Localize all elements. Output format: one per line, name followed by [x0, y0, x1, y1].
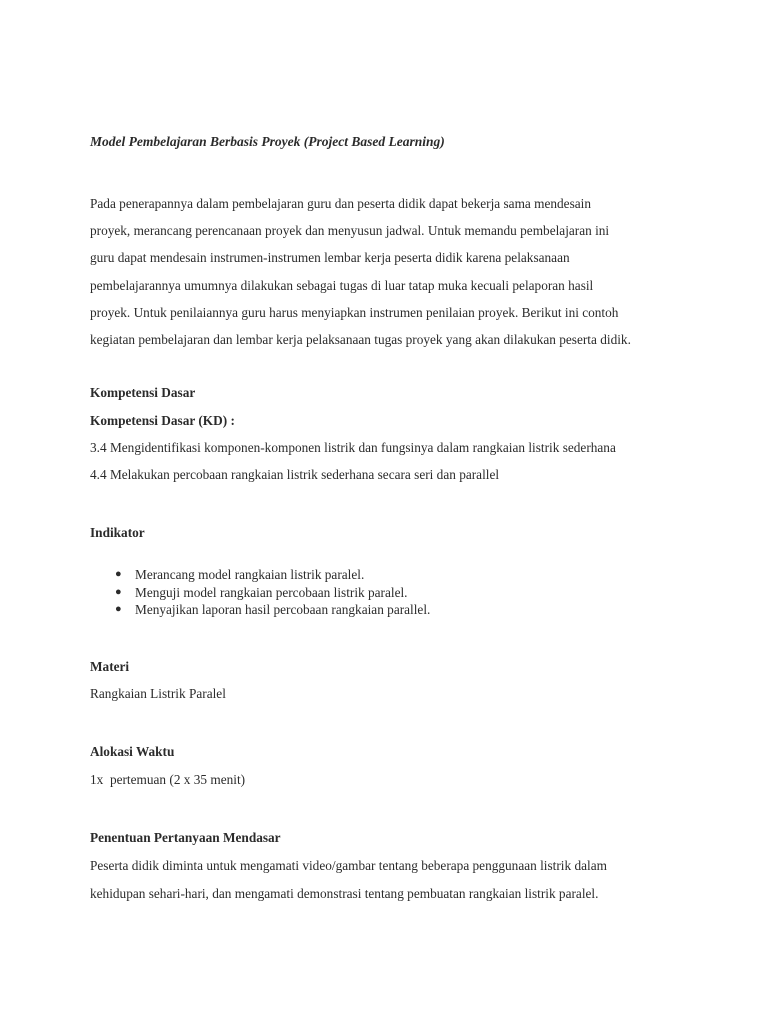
- penentuan-heading: Penentuan Pertanyaan Mendasar: [90, 830, 281, 845]
- intro-line: pembelajarannya umumnya dilakukan sebagai tugas di luar tatap muka kecuali pelaporan hasil: [90, 277, 594, 293]
- indikator-list: [90, 566, 430, 619]
- list-item: [90, 566, 430, 584]
- penentuan-line: Peserta didik diminta untuk mengamati video/gambar tentang beberapa penggunaan listrik dalam: [90, 858, 607, 873]
- indikator-item-text: Menyajikan laporan hasil percobaan rangkaian parallel.: [135, 602, 431, 617]
- kompetensi-item: 4.4 Melakukan percobaan rangkaian listrik sederhana secara seri dan parallel: [90, 467, 500, 482]
- indikator-item-text: Menguji model rangkaian percobaan listrik paralel.: [135, 584, 408, 600]
- materi-text: Rangkaian Listrik Paralel: [90, 686, 226, 701]
- alokasi-text: 1x pertemuan (2 x 35 menit): [90, 772, 246, 787]
- kompetensi-subheading: Kompetensi Dasar (KD) :: [90, 413, 235, 428]
- bullet-icon: ●: [115, 603, 122, 615]
- intro-line: guru dapat mendesain instrumen-instrumen lembar kerja peserta didik karena pelaksanaan: [90, 250, 570, 266]
- intro-line: Pada penerapannya dalam pembelajaran guru dan peserta didik dapat bekerja sama mendesain: [90, 196, 592, 211]
- alokasi-heading: Alokasi Waktu: [90, 744, 175, 759]
- document-title: Model Pembelajaran Berbasis Proyek (Project Based Learning): [90, 134, 445, 149]
- intro-line: proyek. Untuk penilaiannya guru harus menyiapkan instrumen penilaian proyek. Berikut ini contoh: [90, 304, 619, 320]
- intro-line: proyek, merancang perencanaan proyek dan menyusun jadwal. Untuk memandu pembelajaran ini: [90, 223, 610, 239]
- kompetensi-item: 3.4 Mengidentifikasi komponen-komponen listrik dan fungsinya dalam rangkaian listrik sederhana: [90, 440, 616, 455]
- intro-paragraph: [90, 190, 690, 353]
- bullet-icon: ●: [115, 585, 122, 598]
- indikator-item-text: Merancang model rangkaian listrik paralel.: [135, 567, 365, 582]
- list-item: [90, 601, 430, 619]
- indikator-heading: Indikator: [90, 525, 145, 540]
- penentuan-paragraph: [90, 852, 690, 907]
- materi-heading: Materi: [90, 659, 130, 674]
- kompetensi-heading: Kompetensi Dasar: [90, 385, 196, 400]
- intro-line: kegiatan pembelajaran dan lembar kerja pelaksanaan tugas proyek yang akan dilakukan peserta didik.: [90, 332, 631, 348]
- list-item: [90, 584, 430, 602]
- penentuan-line: kehidupan sehari-hari, dan mengamati demonstrasi tentang pembuatan rangkaian listrik paralel.: [90, 885, 599, 901]
- bullet-icon: ●: [115, 568, 122, 580]
